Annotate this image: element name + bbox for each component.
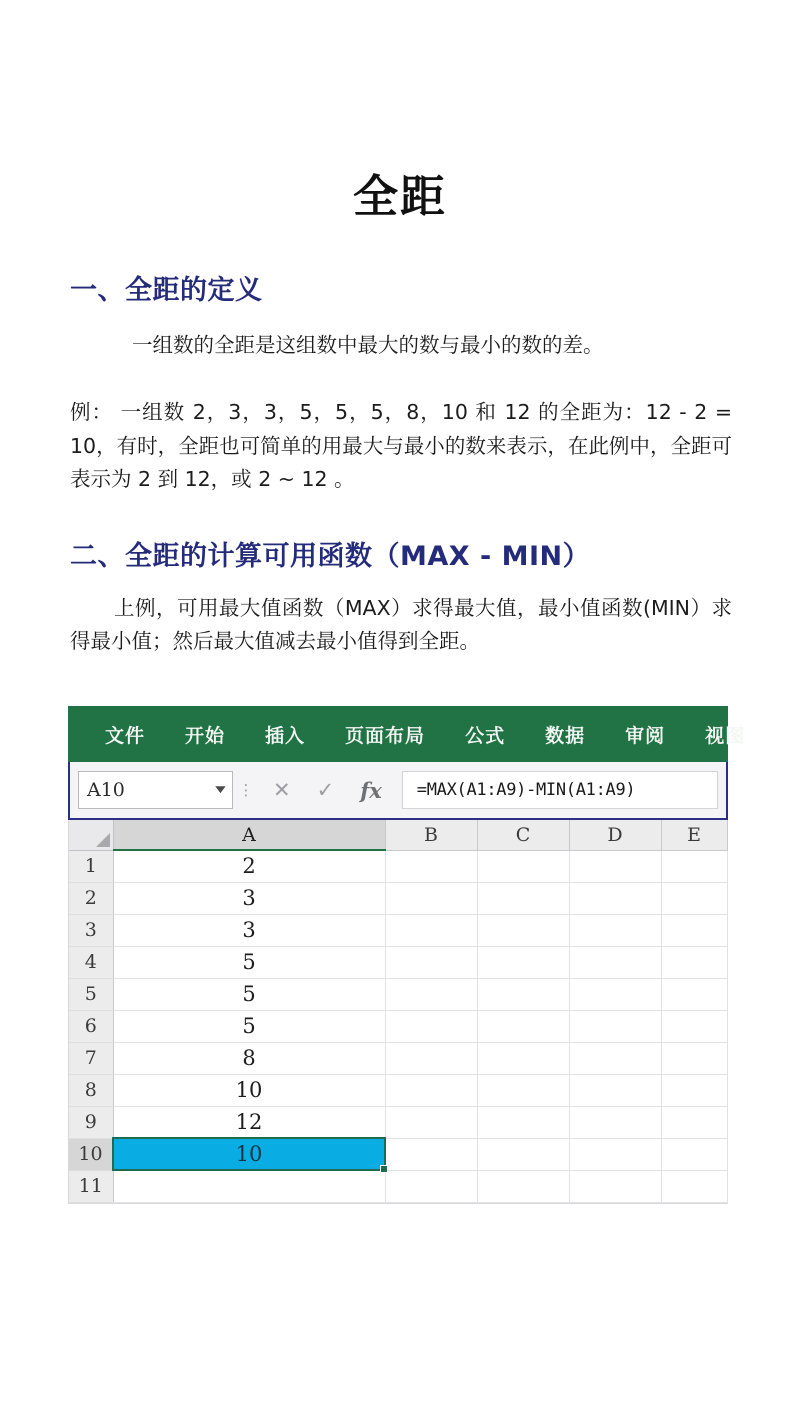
table-row <box>69 1074 727 1106</box>
cell-c5[interactable] <box>477 978 569 1010</box>
formula-input[interactable]: =MAX(A1:A9)-MIN(A1:A9) <box>402 771 718 809</box>
cell-a7[interactable]: 8 <box>113 1042 385 1074</box>
excel-screenshot <box>68 706 746 1204</box>
ribbon-tab-page-layout[interactable]: 页面布局 <box>345 724 426 747</box>
formula-bar-buttons <box>259 771 402 809</box>
cell-d7[interactable] <box>569 1042 661 1074</box>
formula-explanation-paragraph: 上例，可用最大值函数（MAX）求得最大值，最小值函数(MIN）求得最小值；然后最大值减去最小值得到全距。 <box>70 595 732 654</box>
cell-a2[interactable]: 3 <box>113 882 385 914</box>
cell-b7[interactable] <box>385 1042 477 1074</box>
row-header[interactable]: 2 <box>69 882 113 914</box>
cell-e11[interactable] <box>661 1170 727 1202</box>
row-header[interactable]: 11 <box>69 1170 113 1202</box>
ribbon-tab-file[interactable]: 文件 <box>105 724 146 747</box>
ribbon-tab-view[interactable]: 视图 <box>705 724 746 747</box>
cell-d11[interactable] <box>569 1170 661 1202</box>
select-all-triangle-icon <box>96 833 110 847</box>
page-title: 全距 <box>352 170 447 223</box>
example-paragraph <box>0 362 800 496</box>
cell-e7[interactable] <box>661 1042 727 1074</box>
cell-e1[interactable] <box>661 850 727 882</box>
cell-b10[interactable] <box>385 1138 477 1170</box>
row-header[interactable]: 10 <box>69 1138 113 1170</box>
ribbon-tab-insert[interactable]: 插入 <box>265 724 306 747</box>
row-header[interactable]: 3 <box>69 914 113 946</box>
cell-b6[interactable] <box>385 1010 477 1042</box>
row-header[interactable]: 4 <box>69 946 113 978</box>
cell-d5[interactable] <box>569 978 661 1010</box>
insert-function-fx-icon[interactable]: fx <box>360 777 382 803</box>
cell-d3[interactable] <box>569 914 661 946</box>
cell-a8[interactable]: 10 <box>113 1074 385 1106</box>
select-all-corner[interactable] <box>69 820 113 850</box>
cell-e10[interactable] <box>661 1138 727 1170</box>
fill-handle[interactable] <box>380 1165 388 1173</box>
row-header[interactable]: 8 <box>69 1074 113 1106</box>
cell-b4[interactable] <box>385 946 477 978</box>
cell-c10[interactable] <box>477 1138 569 1170</box>
table-row <box>69 1042 727 1074</box>
name-box-value: A10 <box>87 779 125 801</box>
column-header-a[interactable]: A <box>113 820 385 850</box>
section-heading-formula: 二、全距的计算可用函数（MAX - MIN） <box>70 541 591 573</box>
row-header[interactable]: 5 <box>69 978 113 1010</box>
cell-b5[interactable] <box>385 978 477 1010</box>
table-row <box>69 882 727 914</box>
cell-b8[interactable] <box>385 1074 477 1106</box>
toolbar-divider-dots-icon: ⋮ <box>238 780 254 799</box>
cell-c11[interactable] <box>477 1170 569 1202</box>
table-row <box>69 1010 727 1042</box>
column-header-d[interactable]: D <box>569 820 661 850</box>
cell-d9[interactable] <box>569 1106 661 1138</box>
cell-d6[interactable] <box>569 1010 661 1042</box>
chevron-down-icon[interactable]: ▼ <box>215 784 226 795</box>
cell-c4[interactable] <box>477 946 569 978</box>
cell-e8[interactable] <box>661 1074 727 1106</box>
cell-d8[interactable] <box>569 1074 661 1106</box>
cell-e9[interactable] <box>661 1106 727 1138</box>
cell-a4[interactable]: 5 <box>113 946 385 978</box>
cell-b11[interactable] <box>385 1170 477 1202</box>
table-row <box>69 978 727 1010</box>
cell-e6[interactable] <box>661 1010 727 1042</box>
cell-d2[interactable] <box>569 882 661 914</box>
row-header[interactable]: 6 <box>69 1010 113 1042</box>
table-row <box>69 946 727 978</box>
cell-e3[interactable] <box>661 914 727 946</box>
example-text: 一组数 2，3，3，5，5，5，8，10 和 12 的全距为：12 - 2 = 10，有时，全距也可简单的用最大与最小的数来表示，在此例中，全距可表示为 2 到 12，或 2 ~ 12 。 <box>70 400 732 491</box>
spreadsheet-grid <box>68 820 728 1204</box>
cell-a11[interactable] <box>113 1170 385 1202</box>
name-box[interactable] <box>78 771 233 809</box>
confirm-icon[interactable]: ✓ <box>316 777 335 802</box>
cell-e2[interactable] <box>661 882 727 914</box>
table-row <box>69 850 727 882</box>
cell-d1[interactable] <box>569 850 661 882</box>
ribbon-tab-formulas[interactable]: 公式 <box>465 724 506 747</box>
column-header-row <box>69 820 727 850</box>
column-header-b[interactable]: B <box>385 820 477 850</box>
cell-c7[interactable] <box>477 1042 569 1074</box>
cell-a1[interactable]: 2 <box>113 850 385 882</box>
column-header-e[interactable]: E <box>661 820 727 850</box>
table-row <box>69 1138 727 1170</box>
cell-c1[interactable] <box>477 850 569 882</box>
ribbon-tab-home[interactable]: 开始 <box>185 724 226 747</box>
definition-paragraph: 一组数的全距是这组数中最大的数与最小的数的差。 <box>132 333 604 358</box>
row-header[interactable]: 7 <box>69 1042 113 1074</box>
row-header[interactable]: 9 <box>69 1106 113 1138</box>
cell-a3[interactable]: 3 <box>113 914 385 946</box>
excel-ribbon-tabbar <box>68 706 746 762</box>
table-row <box>69 1106 727 1138</box>
cell-a10[interactable] <box>113 1138 385 1170</box>
table-row <box>69 1170 727 1202</box>
formula-bar <box>68 762 728 820</box>
cell-b9[interactable] <box>385 1106 477 1138</box>
cell-c9[interactable] <box>477 1106 569 1138</box>
cell-a10-value: 10 <box>235 1142 263 1166</box>
spreadsheet-table <box>69 820 728 1203</box>
cell-a9[interactable]: 12 <box>113 1106 385 1138</box>
ribbon-tab-review[interactable]: 审阅 <box>625 724 666 747</box>
cell-b2[interactable] <box>385 882 477 914</box>
cancel-icon[interactable]: ✕ <box>273 777 291 802</box>
cell-c6[interactable] <box>477 1010 569 1042</box>
row-header[interactable]: 1 <box>69 850 113 882</box>
cell-a6[interactable]: 5 <box>113 1010 385 1042</box>
cell-c3[interactable] <box>477 914 569 946</box>
cell-e4[interactable] <box>661 946 727 978</box>
cell-d4[interactable] <box>569 946 661 978</box>
cell-c8[interactable] <box>477 1074 569 1106</box>
column-header-c[interactable]: C <box>477 820 569 850</box>
cell-a5[interactable]: 5 <box>113 978 385 1010</box>
cell-b1[interactable] <box>385 850 477 882</box>
example-label: 例： <box>70 400 114 425</box>
table-row <box>69 914 727 946</box>
ribbon-tab-data[interactable]: 数据 <box>545 724 586 747</box>
cell-e5[interactable] <box>661 978 727 1010</box>
section-heading-definition: 一、全距的定义 <box>70 274 263 306</box>
cell-b3[interactable] <box>385 914 477 946</box>
cell-c2[interactable] <box>477 882 569 914</box>
cell-d10[interactable] <box>569 1138 661 1170</box>
